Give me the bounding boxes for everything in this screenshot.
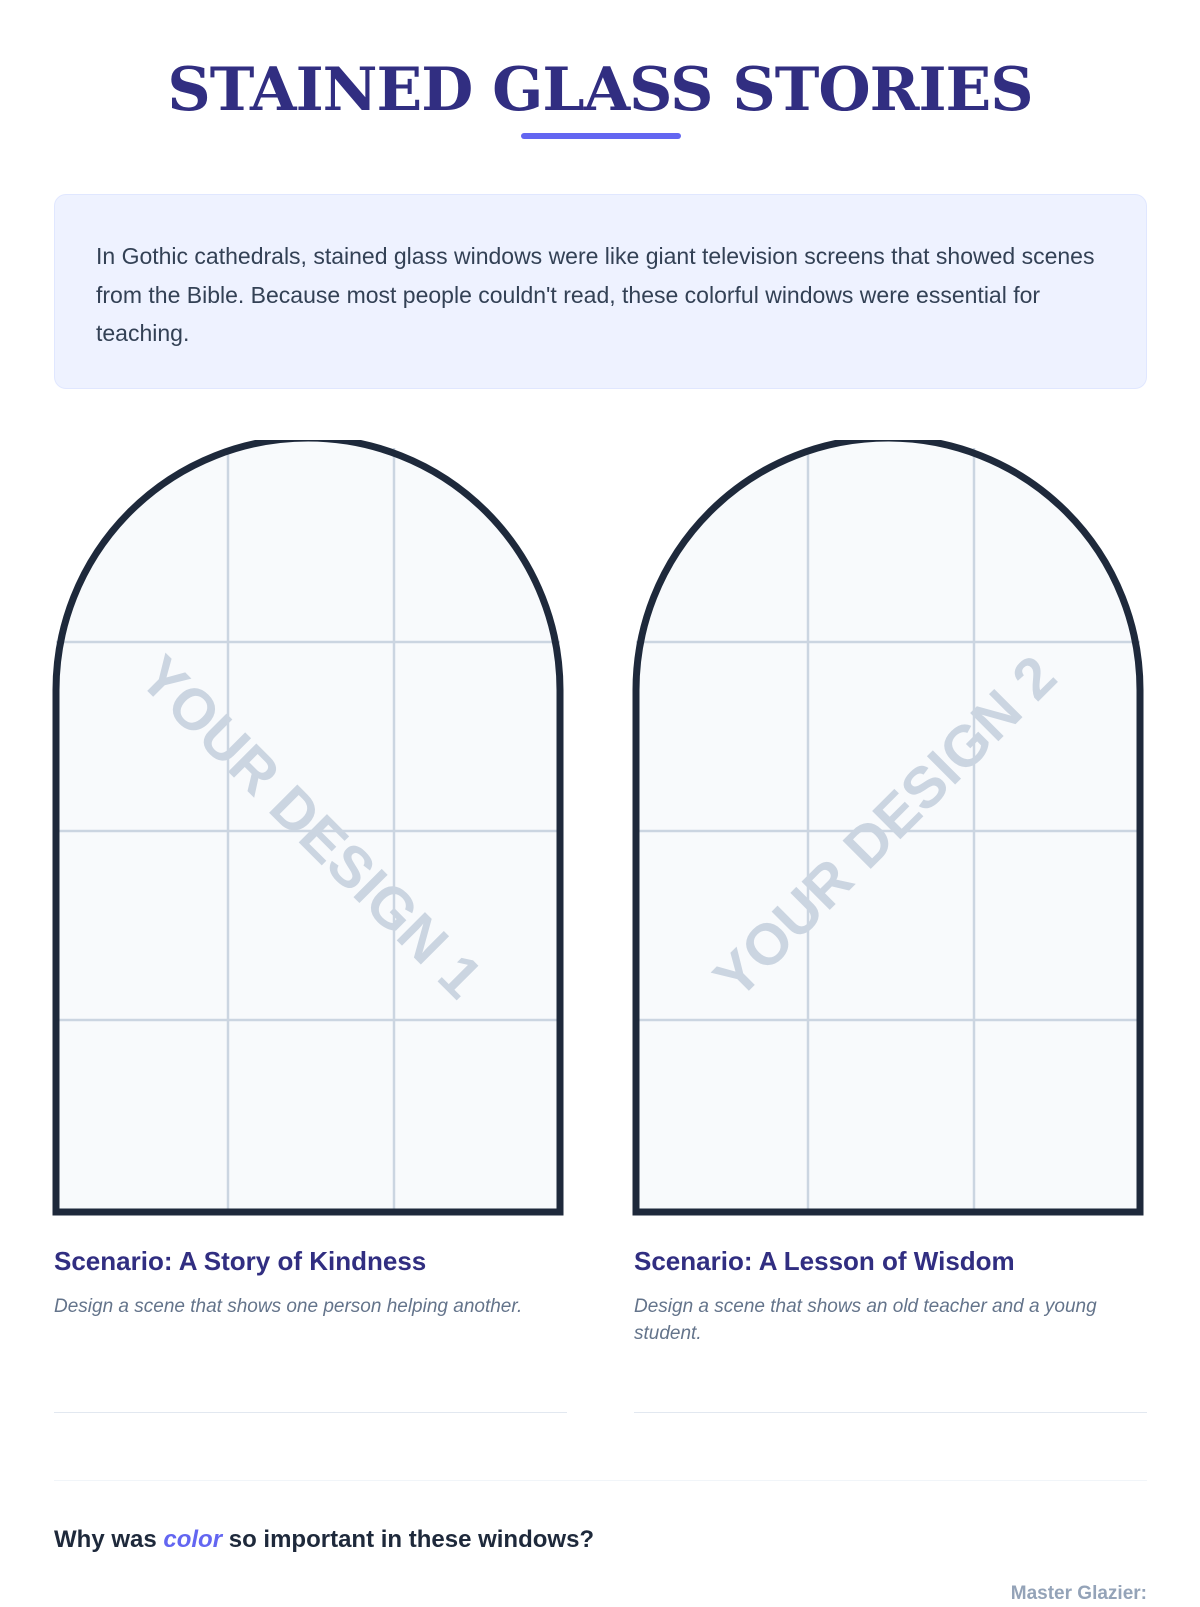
answer-line-2[interactable] bbox=[634, 1412, 1147, 1413]
reflection-question bbox=[54, 1524, 594, 1556]
scenario-title-kindness: Scenario: A Story of Kindness bbox=[54, 1246, 427, 1276]
design-watermark: YOUR DESIGN 1 bbox=[127, 643, 495, 1011]
question-suffix: so important in these windows? bbox=[228, 1526, 595, 1553]
scenario-description-wisdom: Design a scene that shows an old teacher and a young student. bbox=[634, 1296, 1097, 1344]
scenario-description-kindness: Design a scene that shows one person helping another. bbox=[54, 1296, 523, 1317]
title-underline bbox=[521, 133, 681, 139]
answer-line-1[interactable] bbox=[54, 1412, 567, 1413]
question-keyword: color bbox=[163, 1526, 223, 1553]
master-glazier-label: Master Glazier: bbox=[1010, 1583, 1147, 1604]
scenario-title-wisdom: Scenario: A Lesson of Wisdom bbox=[634, 1246, 1015, 1276]
question-prefix: Why was bbox=[54, 1526, 157, 1553]
stained-glass-window-1[interactable] bbox=[50, 440, 570, 1220]
design-watermark: YOUR DESIGN 2 bbox=[701, 643, 1069, 1011]
stained-glass-window-2[interactable] bbox=[630, 440, 1150, 1220]
intro-text: In Gothic cathedrals, stained glass windows were like giant television screens that showed scenes from the Bible. Because most people couldn't read, these colorful windows were essential for teaching. bbox=[96, 243, 1095, 346]
page-title: STAINED GLASS STORIES bbox=[167, 55, 1033, 125]
section-divider bbox=[54, 1480, 1147, 1481]
intro-box bbox=[54, 194, 1147, 389]
